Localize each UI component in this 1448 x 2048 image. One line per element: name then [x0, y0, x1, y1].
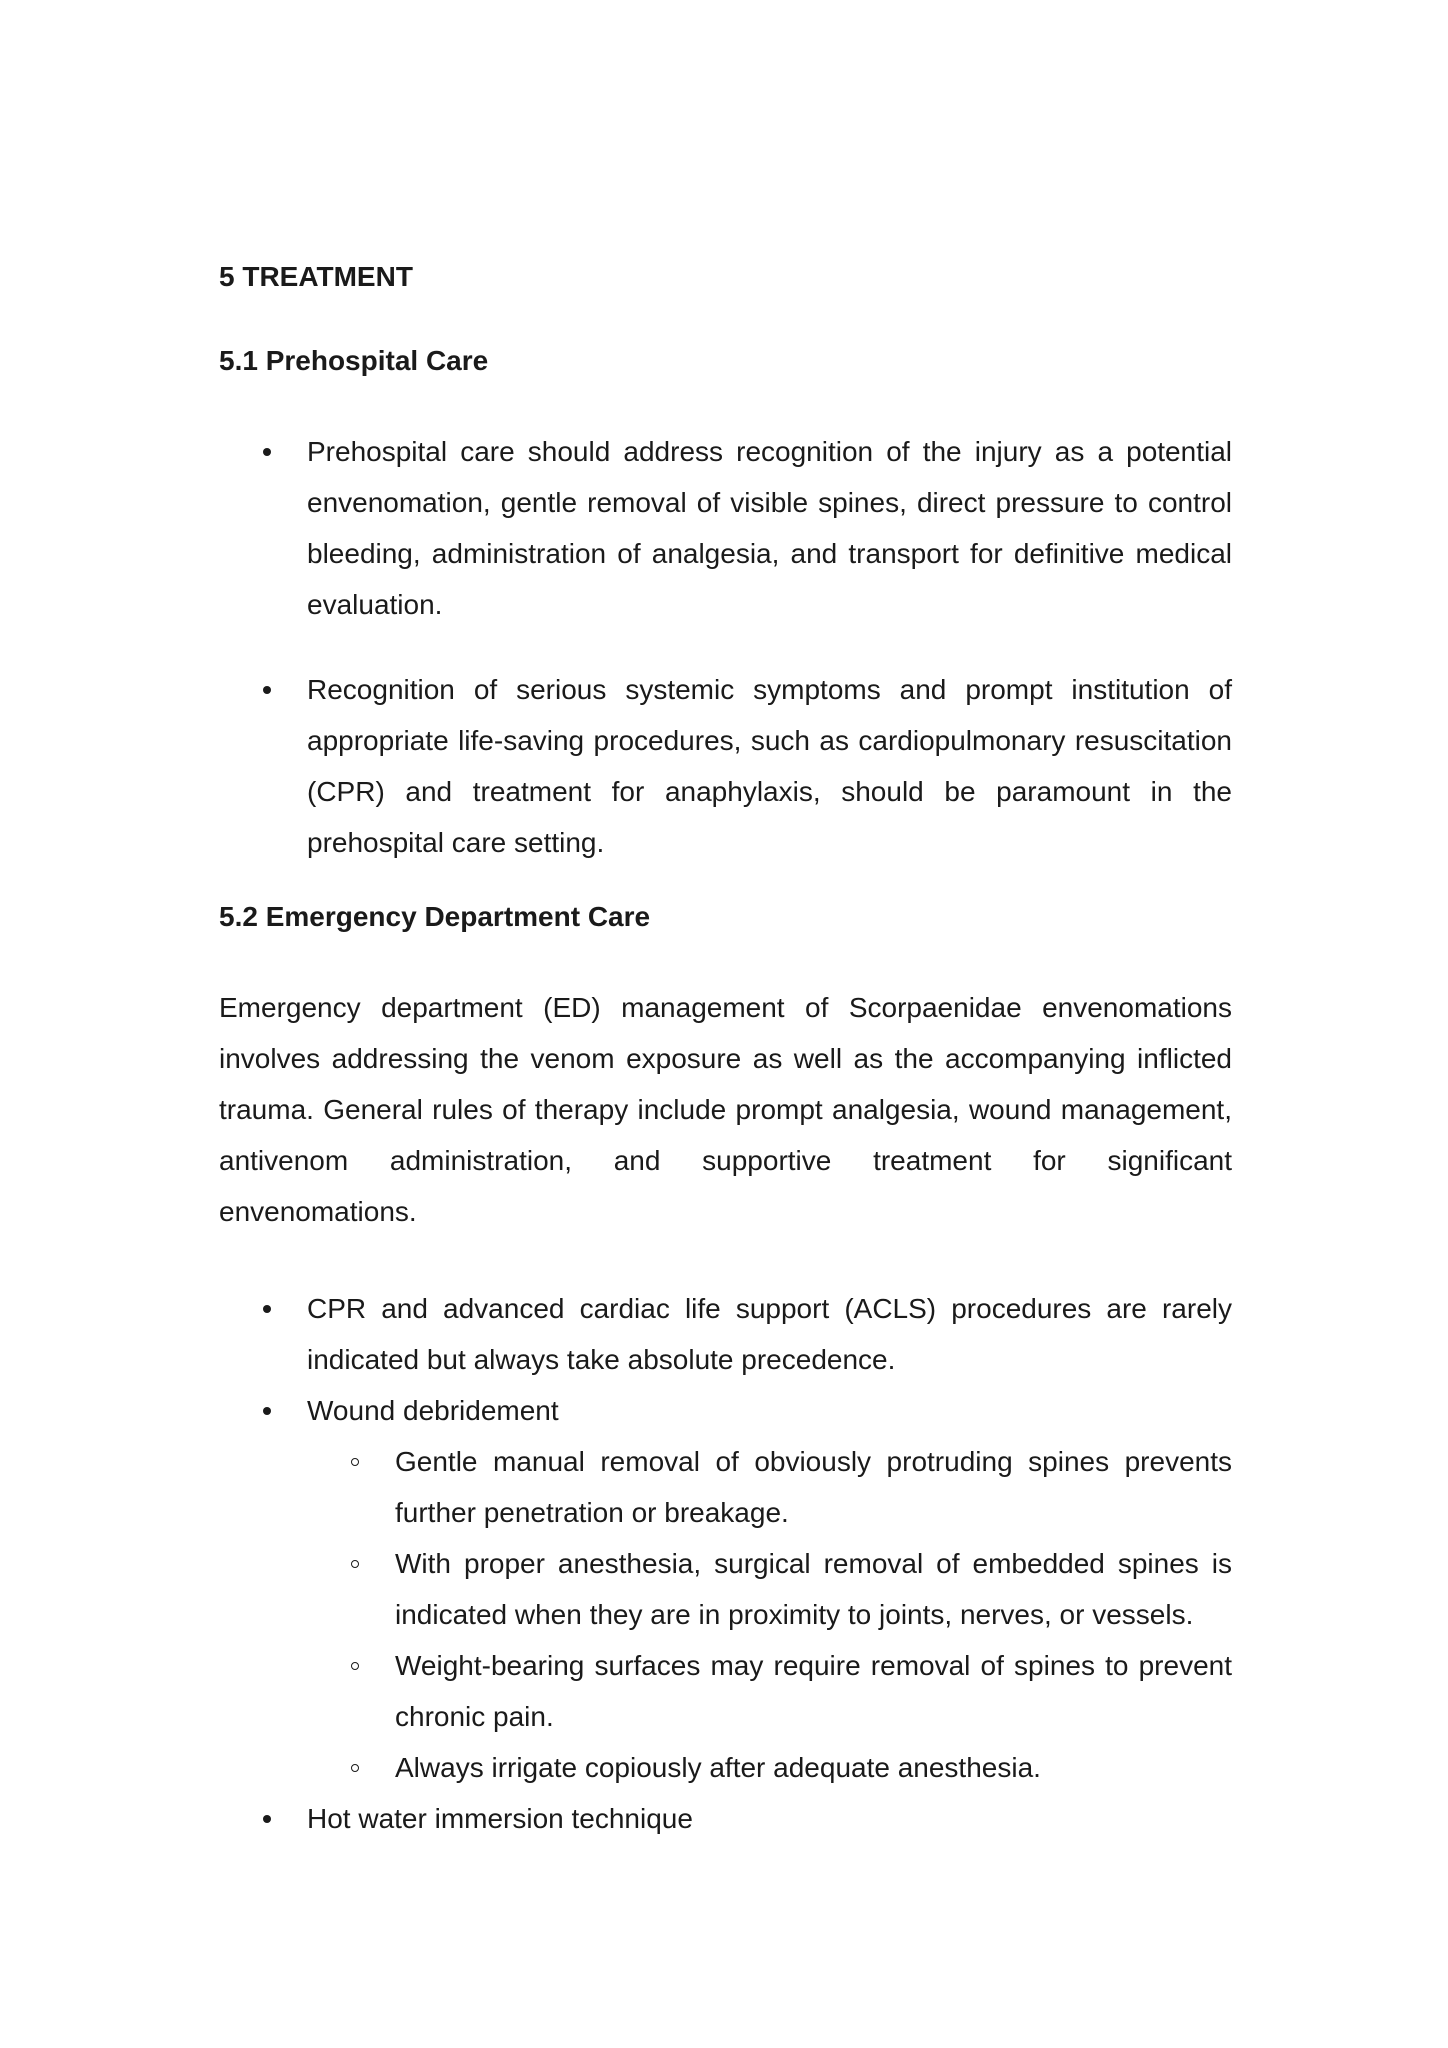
sub-list-item-text: Gentle manual removal of obviously protruding spines prevents further penetration or breakage.: [395, 1446, 1232, 1528]
list-item-text: Recognition of serious systemic symptoms and prompt institution of appropriate life-saving procedures, such as cardiopulmonary resuscitation (CPR) and treatment for anaphylaxis, should be paramount in the prehospital care setting.: [307, 674, 1232, 858]
sub-list-item: [307, 1436, 1232, 1538]
circle-bullet-icon: [351, 1662, 359, 1670]
circle-bullet-icon: [351, 1764, 359, 1772]
section-heading-prehospital-care: 5.1 Prehospital Care: [219, 345, 489, 376]
sub-list-item: [307, 1742, 1232, 1793]
ed-intro-paragraph: Emergency department (ED) management of Scorpaenidae envenomations involves addressing the venom exposure as well as the accompanying inflicted trauma. General rules of therapy include prompt analgesia, wound management, antivenom administration, and supportive treatment for significant envenomations.: [219, 992, 1232, 1227]
list-item: [219, 426, 1232, 630]
sub-list-item-text: Always irrigate copiously after adequate anesthesia.: [395, 1752, 1041, 1783]
sub-list-item-text: With proper anesthesia, surgical removal of embedded spines is indicated when they are in proximity to joints, nerves, or vessels.: [395, 1548, 1232, 1630]
list-item: [219, 1283, 1232, 1385]
bullet-icon: [263, 1815, 271, 1823]
list-item-text: CPR and advanced cardiac life support (ACLS) procedures are rarely indicated but always take absolute precedence.: [307, 1293, 1232, 1375]
sub-list-item-text: Weight-bearing surfaces may require removal of spines to prevent chronic pain.: [395, 1650, 1232, 1732]
section-heading-treatment: 5 TREATMENT: [219, 261, 413, 292]
section-heading-emergency-department-care: 5.2 Emergency Department Care: [219, 901, 651, 932]
list-item: [219, 664, 1232, 868]
circle-bullet-icon: [351, 1560, 359, 1568]
bullet-icon: [263, 1305, 271, 1313]
debridement-sub-list: [219, 1436, 1232, 1793]
ed-bullet-list-continued: [219, 1793, 1232, 1844]
list-item-text: Prehospital care should address recognition of the injury as a potential envenomation, gentle removal of visible spines, direct pressure to control bleeding, administration of analgesia, and transport for definitive medical evaluation.: [307, 436, 1232, 620]
sub-list-item: [307, 1640, 1232, 1742]
ed-bullet-list: [219, 1283, 1232, 1436]
list-item-text: Hot water immersion technique: [307, 1803, 693, 1834]
list-item-text: Wound debridement: [307, 1395, 559, 1426]
sub-list-item: [307, 1538, 1232, 1640]
prehospital-bullet-list: [219, 426, 1232, 868]
list-item: [219, 1385, 1232, 1436]
list-item: [219, 1793, 1232, 1844]
bullet-icon: [263, 1407, 271, 1415]
circle-bullet-icon: [351, 1458, 359, 1466]
bullet-icon: [263, 686, 271, 694]
bullet-icon: [263, 448, 271, 456]
